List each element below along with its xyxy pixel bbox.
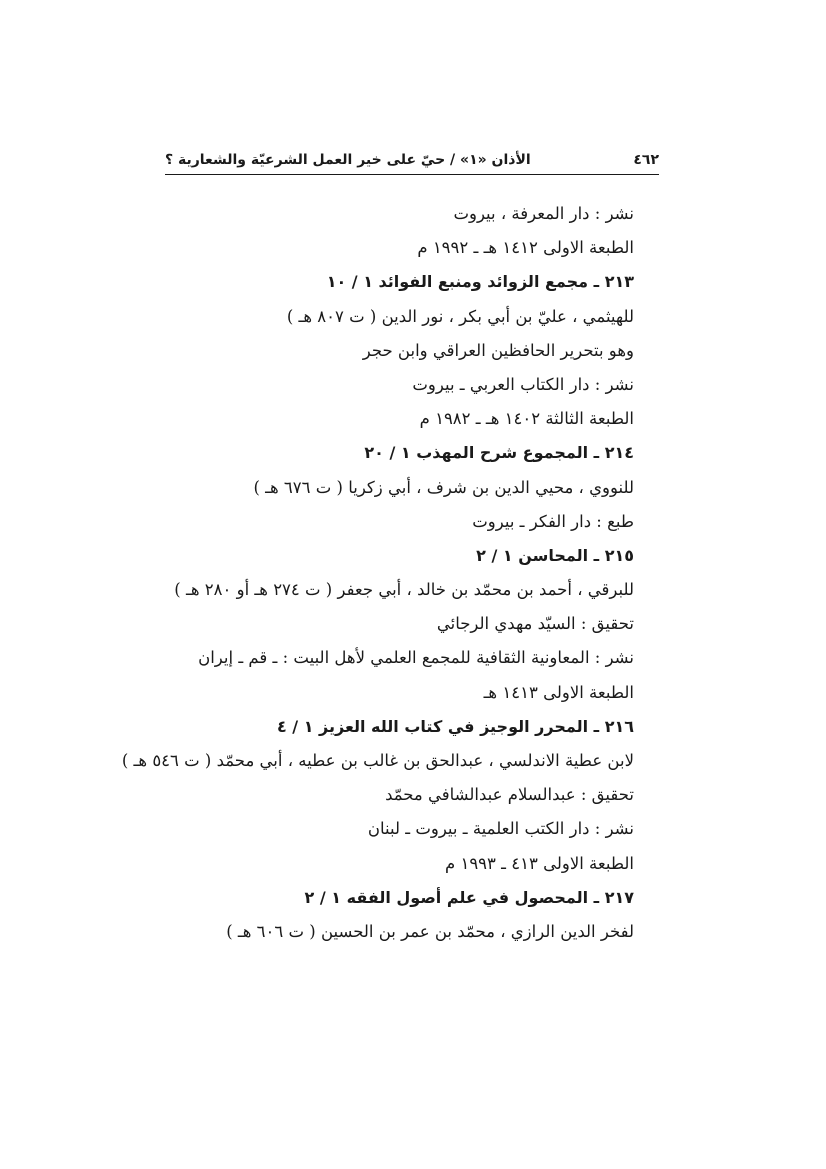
entry-line: الطبعة الاولى ٤١٣ ـ ١٩٩٣ م [444, 853, 634, 873]
entry-line: طبع : دار الفكر ـ بيروت [472, 511, 634, 531]
entry-line: تحقيق : عبدالسلام عبدالشافي محمّد [385, 785, 634, 805]
entry-line: الطبعة الثالثة ١٤٠٢ هـ ـ ١٩٨٢ م [419, 409, 634, 429]
entry-title: ٢١٧ ـ المحصول في علم أصول الفقه ١ / ٢ [304, 887, 634, 907]
entry-title: ٢١٣ ـ مجمع الزوائد ومنبع الفوائد ١ / ١٠ [326, 272, 634, 292]
entry-title: ٢١٦ ـ المحرر الوجيز في كتاب الله العزيز ١ / ٤ [276, 716, 634, 736]
entry-line: نشر : دار الكتاب العربي ـ بيروت [412, 374, 634, 394]
entry-line: للبرقي ، أحمد بن محمّد بن خالد ، أبي جعفر ( ت ٢٧٤ هـ أو ٢٨٠ هـ ) [174, 580, 634, 600]
entry-title: ٢١٥ ـ المحاسن ١ / ٢ [476, 545, 634, 565]
entry-line: وهو بتحرير الحافظين العراقي وابن حجر [362, 340, 634, 360]
entry-line: للنووي ، محيي الدين بن شرف ، أبي زكريا ( ت ٦٧٦ هـ ) [253, 477, 634, 497]
entry-line: للهيثمي ، عليّ بن أبي بكر ، نور الدين ( ت ٨٠٧ هـ ) [286, 306, 634, 326]
page-header [165, 150, 659, 174]
entry-line: لفخر الدين الرازي ، محمّد بن عمر بن الحسين ( ت ٦٠٦ هـ ) [226, 921, 634, 941]
entry-line: نشر : دار المعرفة ، بيروت [453, 204, 634, 223]
page-number: ٤٦٢ [633, 152, 659, 168]
header-rule [165, 174, 659, 175]
bibliography-list [121, 197, 634, 949]
entry-line: الطبعة الاولى ١٤١٢ هـ ـ ١٩٩٢ م [417, 238, 634, 258]
entry-line: نشر : المعاونية الثقافية للمجمع العلمي لأهل البيت : ـ قم ـ إيران [198, 648, 634, 668]
entry-line: لابن عطية الاندلسي ، عبدالحق بن غالب بن عطيه ، أبي محمّد ( ت ٥٤٦ هـ ) [121, 751, 634, 770]
running-title: الأذان «١» / حيّ على خير العمل الشرعيّة والشعارية ؟ [165, 152, 531, 168]
entry-line: الطبعة الاولى ١٤١٣ هـ [483, 682, 634, 702]
entry-line: نشر : دار الكتب العلمية ـ بيروت ـ لبنان [367, 819, 634, 839]
entry-line: تحقيق : السيّد مهدي الرجائي [436, 614, 634, 634]
entry-title: ٢١٤ ـ المجموع شرح المهذب ١ / ٢٠ [364, 443, 634, 463]
